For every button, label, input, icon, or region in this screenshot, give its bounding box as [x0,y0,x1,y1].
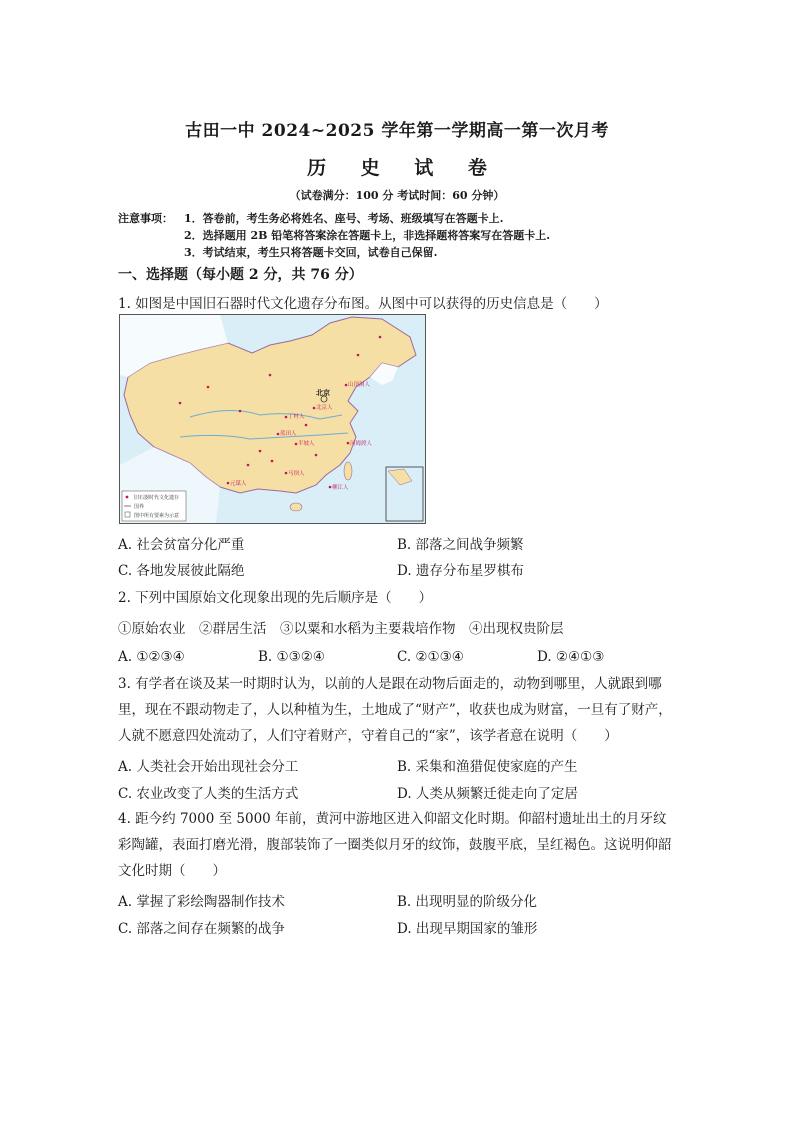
q1-option-a: A. 社会贫富分化严重 [118,537,245,553]
q3-option-d: D. 人类从频繁迁徙走向了定居 [397,786,578,802]
paleolithic-sites-map [119,314,426,524]
q2-option-c: C. ②①③④ [397,649,464,665]
site-dot [285,416,288,419]
exam-title: 古田一中 2024~2025 学年第一学期高一第一次月考 [185,121,609,141]
question-2-items: ①原始农业 ②群居生活 ③以粟和水稻为主要栽培作物 ④出现权贵阶层 [118,621,564,637]
site-dot [329,486,332,489]
map-site-label: 河姆渡人 [350,441,373,447]
q3-option-b: B. 采集和渔猎促使家庭的产生 [397,759,578,775]
map-site-label: 元谋人 [230,481,247,487]
map-site-label: 柳江人 [332,485,349,491]
q1-option-b: B. 部落之间战争频繁 [397,537,524,553]
q2-option-d: D. ②④①③ [537,649,605,665]
note-item: 3．考试结束，考生只将答题卡交回，试卷自己保留. [184,246,438,259]
site-dot [313,407,316,410]
exam-subject: 历 史 试 卷 [307,157,501,179]
site-dot [315,454,318,457]
site-dot [305,424,308,427]
q4-option-b: B. 出现明显的阶级分化 [397,894,538,910]
map-site-label: 马坝人 [288,471,305,477]
site-dot [179,402,182,405]
site-dot [271,460,274,463]
note-item: 2．选择题用 2B 铅笔将答案涂在答题卡上，非选择题将答案写在答题卡上. [184,229,551,242]
legend-site-marker [126,496,129,499]
question-2-stem: 2. 下列中国原始文化现象出现的先后顺序是（ ） [118,590,433,606]
q3-option-a: A. 人类社会开始出现社会分工 [118,759,299,775]
site-dot [259,450,262,453]
q2-option-b: B. ①③②④ [258,649,325,665]
site-dot [247,464,250,467]
map-site-label: 山顶洞人 [348,382,371,388]
site-dot [269,374,272,377]
site-dot [227,482,230,485]
q4-option-c: C. 部落之间存在频繁的战争 [118,921,285,937]
section-title: 一、选择题（每小题 2 分，共 76 分） [118,267,363,283]
note-item: 1．答卷前，考生务必将姓名、座号、考场、班级填写在答题卡上. [184,212,504,225]
site-dot [347,442,350,445]
question-3-stem: 3. 有学者在谈及某一时期时认为，以前的人是跟在动物后面走的，动物到哪里，人就跟到哪里，现在不跟动物走了，人以种植为生，土地成了“财产”，收获也成为财富，一旦有了财产，人就不愿意四处流动了，人们守着财产，守着自己的“家”，该学者意在说明（ ） [118,676,672,744]
map-site-label: 丁村人 [288,414,305,420]
map-label-beijing: 北京 [316,388,330,397]
q1-option-c: C. 各地发展彼此隔绝 [118,563,245,579]
q4-option-a: A. 掌握了彩绘陶器制作技术 [118,894,285,910]
question-1-stem: 1. 如图是中国旧石器时代文化遗存分布图。从图中可以获得的历史信息是（ ） [118,296,608,312]
map-site-label: 半坡人 [298,441,315,447]
site-dot [285,472,288,475]
q4-option-d: D. 出现早期国家的雏形 [397,921,538,937]
site-dot [357,354,360,357]
legend-label: 旧石器时代文化遗存 [134,495,180,501]
site-dot [379,336,382,339]
exam-meta: （试卷满分：100 分 考试时间：60 分钟） [289,189,505,202]
map-site-label: 蓝田人 [280,431,297,437]
site-dot [345,384,348,387]
legend-label: 国界 [134,504,145,510]
site-dot [239,410,242,413]
site-dot [295,443,298,446]
map-site-label: 北京人 [316,405,333,411]
site-dot [277,433,280,436]
legend-label: 图中所有要素为示意 [134,513,180,519]
question-4-stem: 4. 距今约 7000 至 5000 年前，黄河中游地区进入仰韶文化时期。仰韶村遗址出土的月牙纹彩陶罐，表面打磨光滑，腹部装饰了一圈类似月牙的纹饰，鼓腹平底，呈红褐色。这说明仰韶文化时期（ ） [118,811,672,879]
q3-option-c: C. 农业改变了人类的生活方式 [118,786,299,802]
q2-option-a: A. ①②③④ [118,649,185,665]
site-dot [207,386,210,389]
notes-label: 注意事项： [118,212,173,225]
q1-option-d: D. 遗存分布星罗棋布 [397,563,524,579]
